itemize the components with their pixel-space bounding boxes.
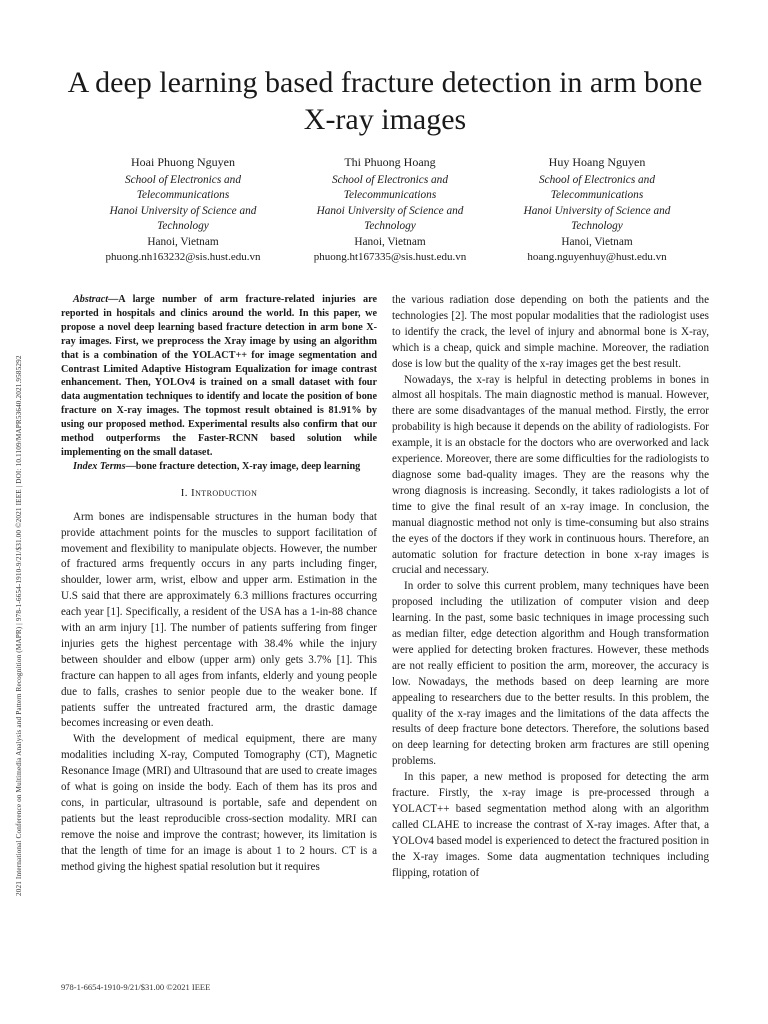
body-paragraph: the various radiation dose depending on both the patients and the technologies [2]. The most popular modalities that the radiologist uses to identify the crack, the level of injury and abnormal bone is X-ray, which is a cheap, quick and simple machine. Moreover, the radiation dose is low but the quality of the x-ray images get the best result. (392, 294, 709, 370)
author-affiliation-line: Hanoi University of Science and (109, 204, 257, 217)
author-affiliation-line: Telecommunications (343, 189, 437, 201)
body-paragraph: In order to solve this current problem, many techniques have been proposed including the utilization of computer vision and deep learning. In the past, some basic techniques in image processing such as median filter, edge detection algorithm and Hough transformation were applied for detecting broken fractures. However, these methods are not really efficient to position the arm, moreover, the accuracy is low. Nowadays, the methods based on deep learning are more appealing to researchers due to the better results. In this problem, the quality of the x-ray images and the limitations of the data affects the results of deep fracture bone detectors. Therefore, the solutions based on deep learning for detecting broken arm fractures are still opening problems. (392, 580, 709, 768)
index-terms-label: Index Terms (73, 460, 126, 472)
author-location: Hanoi, Vietnam (354, 235, 426, 248)
author-affiliation-line: School of Electronics and (332, 173, 448, 186)
author-affiliation-line: School of Electronics and (539, 173, 655, 186)
body-paragraph: Arm bones are indispensable structures in the human body that provide attachment points for the muscles to support facilitation of movement and flexibility to manipulate objects. However, the number of fractured arms frequently occurs in any parts including finger, shoulder, lower arm, wrist, elbow and upper arm. Estimation in the U.S said that there are approximately 6.3 millions fractures occurring each year [1]. Specifically, a resident of the USA has a 1-in-88 chance with an arm injury [1]. The number of patients suffering from finger injuries gets the highest percentage with 38.4% while the injury between shoulder and elbow (upper arm) only gets 3.7% [1]. This fracture can happen to all ages from infants, elderly and young people due to falls, crashes to senior people due to the weaker bone. If patients suffer the untreated fractured arm, the drastic damage becomes increasing or even death. (61, 510, 377, 730)
author-block (80, 155, 700, 266)
author-email: phuong.ht167335@sis.hust.edu.vn (313, 251, 467, 263)
right-column (392, 293, 709, 882)
author-name: Hoai Phuong Nguyen (131, 155, 235, 169)
index-terms (61, 460, 377, 474)
author-3 (494, 155, 700, 266)
publication-side-strip (6, 96, 26, 896)
left-column (61, 293, 377, 876)
author-affiliation-line: Hanoi University of Science and (523, 204, 671, 217)
index-terms-text: —bone fracture detection, X-ray image, deep learning (125, 460, 361, 472)
author-name: Huy Hoang Nguyen (548, 155, 646, 169)
author-affiliation-line: Telecommunications (550, 189, 644, 201)
author-location: Hanoi, Vietnam (147, 235, 219, 248)
copyright-footer: 978-1-6654-1910-9/21/$31.00 ©2021 IEEE (61, 982, 211, 992)
author-affiliation-line: Technology (571, 220, 623, 232)
author-affiliation-line: School of Electronics and (125, 173, 241, 186)
abstract (61, 293, 377, 460)
section-heading-introduction: I. Introduction (180, 486, 258, 499)
author-email: phuong.nh163232@sis.hust.edu.vn (105, 251, 261, 263)
body-paragraph: With the development of medical equipment, there are many modalities including X-ray, Computed Tomography (CT), Magnetic Resonance Image (MRI) and Ultrasound that are used to create images of what is going on inside the body. Each of them has its pros and cons, in particular, ultrasound is portable, safe and dependent on patients but the least reproducible cross-section modality. MRI can remove the noise and improve the contrast; however, its limitation is that the length of time for an image is about 1 to 2 hours. CT is a method giving the highest spatial resolution but it requires (61, 733, 377, 873)
author-email: hoang.nguyenhuy@hust.edu.vn (527, 251, 667, 263)
body-paragraph: In this paper, a new method is proposed for detecting the arm fracture. Firstly, the x-ray image is pre-processed through a YOLACT++ based segmentation method along with an algorithm called CLAHE to increase the contrast of X-ray images. After that, a YOLOv4 based model is experienced to detect the fractured position in the X-ray images. Some data augmentation techniques including flipping, rotation of (392, 771, 709, 879)
author-1 (80, 155, 286, 266)
abstract-label: Abstract (73, 294, 109, 305)
author-2 (287, 155, 493, 266)
author-name: Thi Phuong Hoang (344, 155, 436, 169)
author-affiliation-line: Hanoi University of Science and (316, 204, 464, 217)
author-affiliation-line: Technology (157, 220, 209, 232)
author-affiliation-line: Telecommunications (136, 189, 230, 201)
body-paragraph: Nowadays, the x-ray is helpful in detecting problems in bones in almost all hospitals. The main diagnostic method is manual. However, there are some disadvantages of the manual method. Firstly, the error probability is high because it depends on the ability of radiologists. For example, it is an obstacle for the doctors who are overworked and lack experience. Moreover, there are some difficulties for the radiologists to diagnose some bad-quality images. They are the reasons why the wrong diagnosis is increasing. Secondly, it takes radiologists a lot of time to give the final result of an x-ray image. In conclusion, the manual diagnostic method not only is time-consuming but also strains the eyes of the doctors if they work in continuous hours. Therefore, an automatic solution for fracture detection in bone x-ray images is crucial and necessary. (392, 373, 709, 577)
abstract-text: —A large number of arm fracture-related injuries are reported in hospitals and clinics around the world. In this paper, we propose a novel deep learning based fracture detection in arm bone X-ray images. First, we preprocess the Xray image by using an algorithm that is a combination of the YOLACT++ for image segmentation and Contrast Limited Adaptive Histogram Equalization for image contrast enhancement. Then, YOLOv4 is trained on a small dataset with four data augmentation techniques to identify and locate the position of bone fracture on X-ray images. The topmost result obtained is 81.91% by using our proposed method. Experimental results also confirm that our method outperforms the Faster-RCNN based solution while implementing on the small dataset. (61, 294, 377, 458)
author-location: Hanoi, Vietnam (561, 235, 633, 248)
publication-info: 2021 International Conference on Multimedia Analysis and Pattern Recognition (MAPR) | 978-1-6654-1910-9/21/$31.00 ©2021 IEEE | DOI: 10.1109/MAPR53640.2021.9585292 (15, 355, 23, 896)
author-affiliation-line: Technology (364, 220, 416, 232)
paper-title: A deep learning based fracture detection in arm bone X-ray images (67, 66, 703, 136)
